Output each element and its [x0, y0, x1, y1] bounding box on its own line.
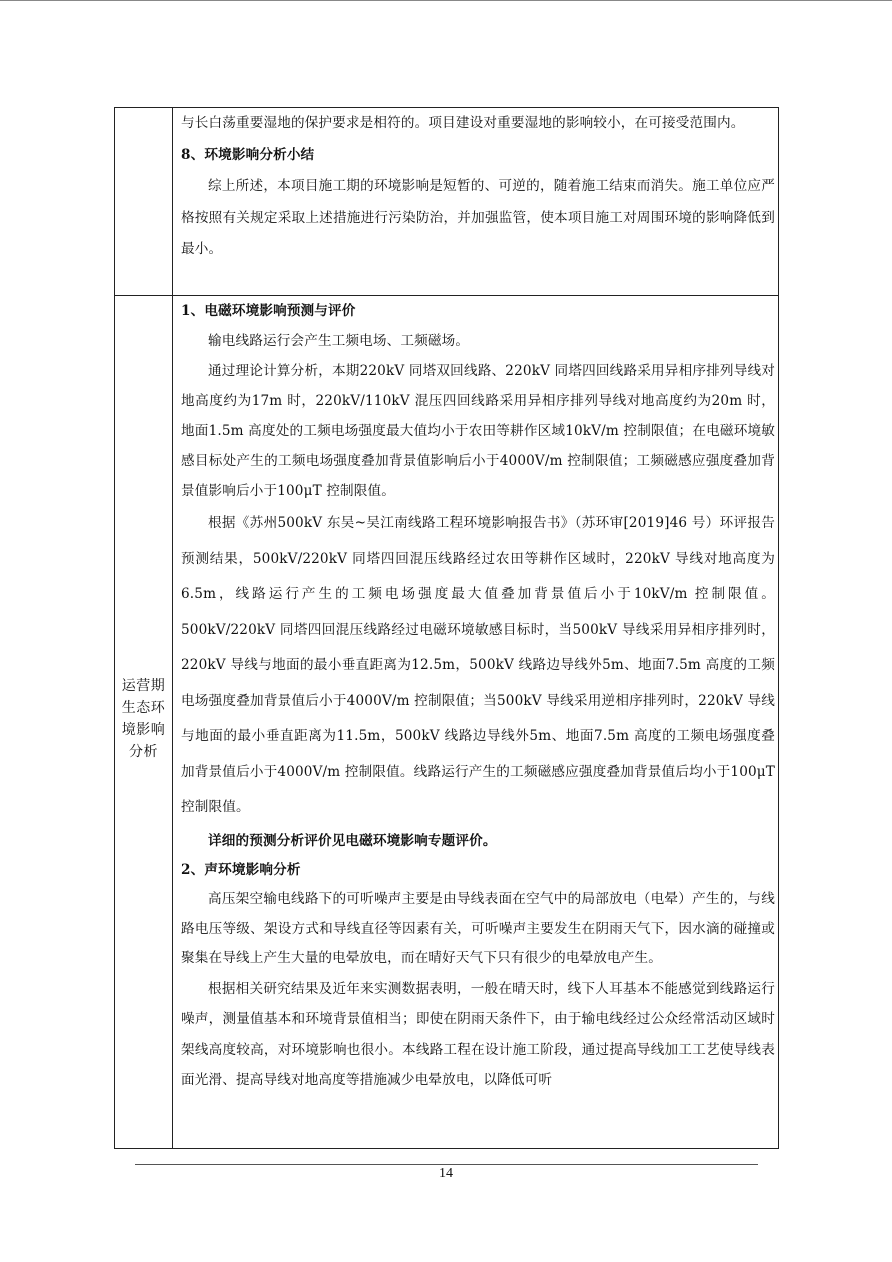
construction-period-summary-cell [181, 108, 775, 266]
row-label-line: 分析 [129, 744, 158, 760]
operation-period-analysis-cell [181, 296, 775, 1096]
table-column-divider [172, 108, 173, 1148]
paragraph-measurement-results: 根据相关研究结果及近年来实测数据表明，一般在晴天时，线下人耳基本不能感觉到线路运行噪声，测量值基本和环境背景值相当；即使在阴雨天条件下，由于输电线经过公众经常活动区域时架线高度较高，对环境影响也很小。本线路工程在设计施工阶段，通过提高导线加工工艺使导线表面光滑、提高导线对地高度等措施减少电晕放电，以降低可听 [181, 980, 775, 1088]
heading-em-impact: 1、电磁环境影响预测与评价 [181, 303, 356, 319]
row-label-line: 运营期 [121, 678, 166, 694]
footer-rule [135, 1164, 758, 1165]
paragraph-eia-report: 根据《苏州500kV 东吴~吴江南线路工程环境影响报告书》（苏环审[2019]46 号）环评报告预测结果，500kV/220kV 同塔四回混压线路经过农田等耕作区域时，220kV 导线对地高度为6.5m，线路运行产生的工频电场强度最大值叠加背景值后小于10kV/m 控制限值。500kV/220kV 同塔四回混压线路经过电磁环境敏感目标时，当500kV 导线采用异相序排列时，220kV 导线与地面的最小垂直距离为12.5m，500kV 线路边导线外5m、地面7.5m 高度的工频电场强度叠加背景值后小于4000V/m 控制限值；当500kV 导线采用逆相序排列时，220kV 导线与地面的最小垂直距离为11.5m，500kV 线路边导线外5m、地面7.5m 高度的工频电场强度叠加背景值后小于4000V/m 控制限值。线路运行产生的工频磁感应强度叠加背景值后均小于100μT 控制限值。 [181, 515, 775, 815]
page-top-border [0, 0, 892, 1]
assessment-table [114, 107, 779, 1149]
row-label-operation-period [115, 675, 172, 763]
page-number: 14 [439, 1166, 453, 1181]
heading-env-impact-summary: 8、环境影响分析小结 [181, 146, 315, 163]
paragraph-em-fields: 输电线路运行会产生工频电场、工频磁场。 [208, 333, 470, 349]
paragraph-wetland-conclusion: 与长白荡重要湿地的保护要求是相符的。项目建设对重要湿地的影响较小，在可接受范围内。 [181, 115, 745, 131]
paragraph-corona-noise: 高压架空输电线路下的可听噪声主要是由导线表面在空气中的局部放电（电晕）产生的，与线路电压等级、架设方式和导线直径等因素有关，可听噪声主要发生在阴雨天气下，因水滴的碰撞或聚集在导线上产生大量的电晕放电，而在晴好天气下只有很少的电晕放电产生。 [181, 891, 775, 966]
paragraph-detail-reference: 详细的预测分析评价见电磁环境影响专题评价。 [208, 832, 497, 849]
row-label-line: 境影响 [121, 722, 166, 738]
heading-noise-impact: 2、声环境影响分析 [181, 861, 301, 878]
paragraph-summary: 综上所述，本项目施工期的环境影响是短暂的、可逆的，随着施工结束而消失。施工单位应严格按照有关规定采取上述措施进行污染防治，并加强监管，使本项目施工对周围环境的影响降低到最小。 [181, 178, 775, 257]
paragraph-theoretical-calc: 通过理论计算分析，本期220kV 同塔双回线路、220kV 同塔四回线路采用异相序排列导线对地高度约为17m 时，220kV/110kV 混压四回线路采用异相序排列导线对地高度约为20m 时，地面1.5m 高度处的工频电场强度最大值均小于农田等耕作区域10kV/m 控制限值；在电磁环境敏感目标处产生的工频电场强度叠加背景值影响后小于4000V/m 控制限值；工频磁感应强度叠加背景值影响后小于100μT 控制限值。 [181, 363, 775, 499]
row-label-line: 生态环 [121, 700, 166, 716]
